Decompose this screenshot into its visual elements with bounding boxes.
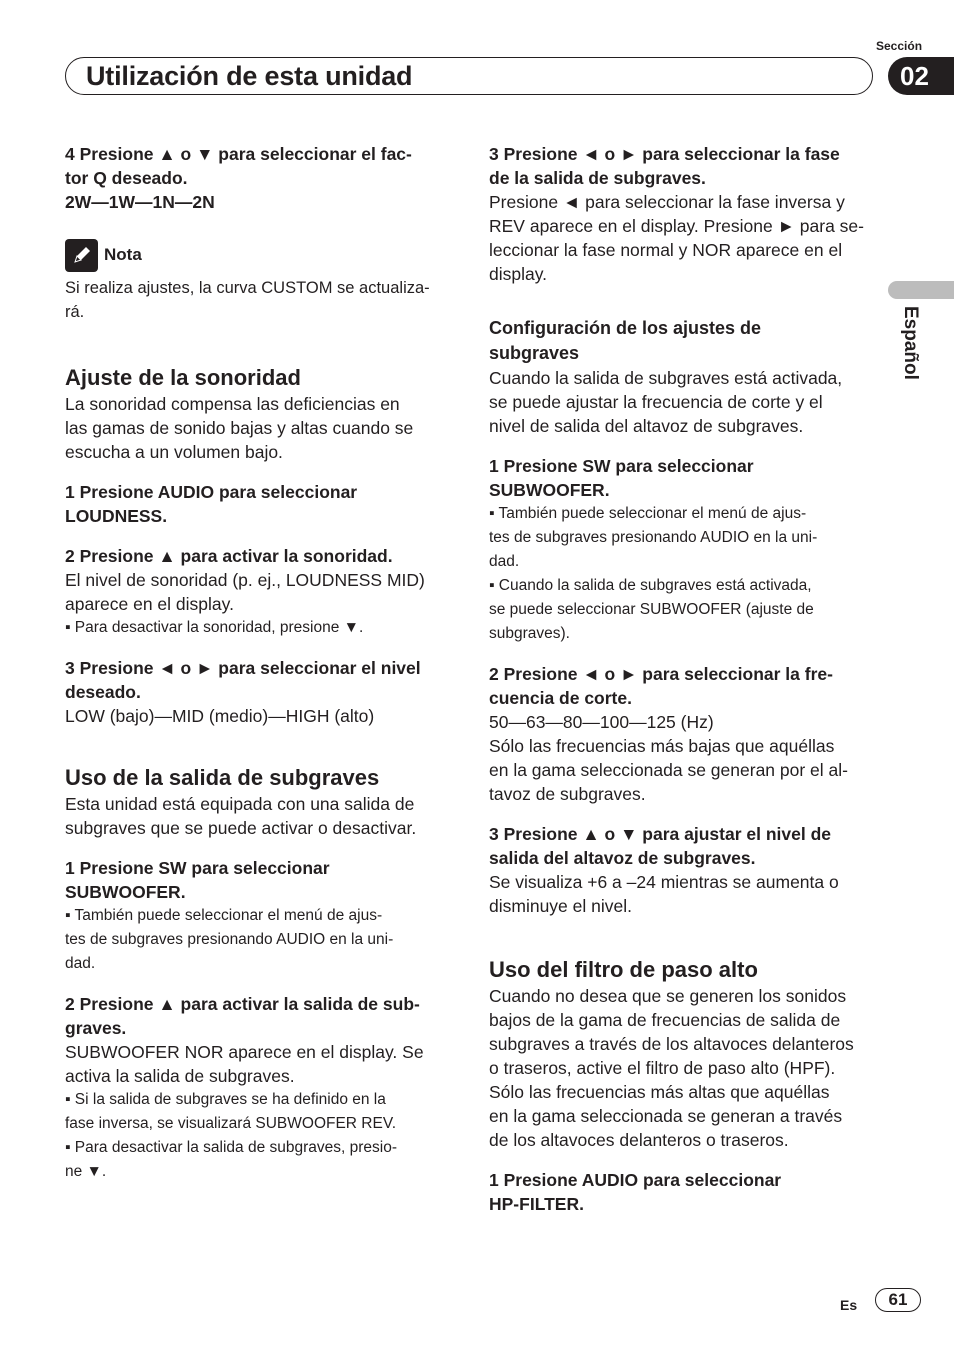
paragraph-line: activa la salida de subgraves. bbox=[65, 1066, 295, 1086]
q-factor-values: 2W—1W—1N—2N bbox=[65, 192, 215, 212]
step-title: HP-FILTER. bbox=[489, 1194, 584, 1214]
paragraph-line: SUBWOOFER NOR aparece en el display. Se bbox=[65, 1042, 424, 1062]
step-title: LOUDNESS. bbox=[65, 506, 168, 526]
paragraph-line: subgraves que se puede activar o desactivar. bbox=[65, 818, 417, 838]
paragraph-line: o traseros, active el filtro de paso alto (HPF). bbox=[489, 1058, 836, 1078]
paragraph-line: subgraves a través de los altavoces delanteros bbox=[489, 1034, 854, 1054]
paragraph-line: Presione ◄ para seleccionar la fase inversa y bbox=[489, 192, 845, 212]
right-column bbox=[489, 142, 881, 1216]
page-title: Utilización de esta unidad bbox=[86, 61, 413, 91]
language-tab bbox=[888, 281, 954, 299]
subsection-heading: Configuración de los ajustes de bbox=[489, 318, 762, 338]
bullet-item: fase inversa, se visualizará SUBWOOFER REV. bbox=[65, 1115, 397, 1132]
step-title: 1 Presione SW para seleccionar bbox=[489, 456, 754, 476]
paragraph-line: Sólo las frecuencias más bajas que aquéllas bbox=[489, 736, 835, 756]
step-title: graves. bbox=[65, 1018, 127, 1038]
loudness-levels: LOW (bajo)—MID (medio)—HIGH (alto) bbox=[65, 706, 375, 726]
paragraph-line: El nivel de sonoridad (p. ej., LOUDNESS MID) bbox=[65, 570, 425, 590]
bullet-item: ▪ También puede seleccionar el menú de ajus- bbox=[65, 907, 383, 924]
paragraph-line: se puede ajustar la frecuencia de corte y el bbox=[489, 392, 823, 412]
step-title: 3 Presione ▲ o ▼ para ajustar el nivel de bbox=[489, 824, 831, 844]
paragraph-line: las gamas de sonido bajas y altas cuando se bbox=[65, 418, 414, 438]
step-title: deseado. bbox=[65, 682, 141, 702]
step-title: 3 Presione ◄ o ► para seleccionar la fase bbox=[489, 144, 840, 164]
paragraph-line: de los altavoces delanteros o traseros. bbox=[489, 1130, 789, 1150]
note-label: Nota bbox=[104, 245, 142, 264]
step-title: de la salida de subgraves. bbox=[489, 168, 706, 188]
language-label: Español bbox=[900, 306, 921, 380]
paragraph-line: Se visualiza +6 a –24 mientras se aumenta o bbox=[489, 872, 839, 892]
paragraph-line: bajos de la gama de frecuencias de salida de bbox=[489, 1010, 841, 1030]
paragraph-line: Sólo las frecuencias más altas que aquéllas bbox=[489, 1082, 830, 1102]
step-title: SUBWOOFER. bbox=[65, 882, 186, 902]
bullet-item: tes de subgraves presionando AUDIO en la uni- bbox=[489, 529, 818, 546]
pencil-icon bbox=[65, 239, 98, 272]
step-title: 3 Presione ◄ o ► para seleccionar el nivel bbox=[65, 658, 421, 678]
paragraph-line: en la gama seleccionada se generan por el al- bbox=[489, 760, 848, 780]
step-title: 2 Presione ◄ o ► para seleccionar la fre- bbox=[489, 664, 833, 684]
footer-language-code: Es bbox=[840, 1297, 858, 1313]
step-title: 2 Presione ▲ para activar la sonoridad. bbox=[65, 546, 393, 566]
page-number: 61 bbox=[875, 1288, 921, 1312]
paragraph-line: Esta unidad está equipada con una salida de bbox=[65, 794, 415, 814]
section-heading-subwoofer: Uso de la salida de subgraves bbox=[65, 765, 380, 790]
paragraph-line: escucha a un volumen bajo. bbox=[65, 442, 283, 462]
note-text: Si realiza ajustes, la curva CUSTOM se actualiza- bbox=[65, 279, 430, 297]
bullet-item: tes de subgraves presionando AUDIO en la uni- bbox=[65, 931, 394, 948]
note-text: rá. bbox=[65, 303, 85, 321]
paragraph-line: nivel de salida del altavoz de subgraves. bbox=[489, 416, 804, 436]
paragraph-line: leccionar la fase normal y NOR aparece en el bbox=[489, 240, 843, 260]
subsection-heading: subgraves bbox=[489, 343, 580, 363]
step-title: 1 Presione SW para seleccionar bbox=[65, 858, 330, 878]
bullet-item: ne ▼. bbox=[65, 1163, 107, 1180]
bullet-item: dad. bbox=[65, 955, 96, 972]
note-header bbox=[65, 238, 457, 272]
step-title: 1 Presione AUDIO para seleccionar bbox=[489, 1170, 782, 1190]
paragraph-line: tavoz de subgraves. bbox=[489, 784, 646, 804]
bullet-item: se puede seleccionar SUBWOOFER (ajuste de bbox=[489, 601, 814, 618]
frequency-values: 50—63—80—100—125 (Hz) bbox=[489, 712, 714, 732]
bullet-item: ▪ Cuando la salida de subgraves está activada, bbox=[489, 577, 812, 594]
step-title: salida del altavoz de subgraves. bbox=[489, 848, 756, 868]
step-title: 2 Presione ▲ para activar la salida de sub- bbox=[65, 994, 420, 1014]
step-title: SUBWOOFER. bbox=[489, 480, 610, 500]
paragraph-line: Cuando la salida de subgraves está activada, bbox=[489, 368, 843, 388]
paragraph-line: disminuye el nivel. bbox=[489, 896, 632, 916]
section-label: Sección bbox=[876, 39, 923, 53]
paragraph-line: display. bbox=[489, 264, 548, 284]
step-title: cuencia de corte. bbox=[489, 688, 632, 708]
bullet-item: ▪ Para desactivar la salida de subgraves, presio- bbox=[65, 1139, 398, 1156]
step-title: 1 Presione AUDIO para seleccionar bbox=[65, 482, 358, 502]
left-column bbox=[65, 142, 457, 1184]
section-number-badge: 02 bbox=[888, 57, 954, 95]
header-bar bbox=[65, 57, 873, 95]
paragraph-line: aparece en el display. bbox=[65, 594, 234, 614]
bullet-item: ▪ Para desactivar la sonoridad, presione ▼. bbox=[65, 619, 364, 636]
paragraph-line: REV aparece en el display. Presione ► para se- bbox=[489, 216, 864, 236]
section-heading-hpf: Uso del filtro de paso alto bbox=[489, 957, 758, 982]
step-title: 4 Presione ▲ o ▼ para seleccionar el fac- bbox=[65, 144, 412, 164]
step-title: tor Q deseado. bbox=[65, 168, 188, 188]
section-heading-loudness: Ajuste de la sonoridad bbox=[65, 365, 301, 390]
bullet-item: ▪ Si la salida de subgraves se ha definido en la bbox=[65, 1091, 386, 1108]
paragraph-line: La sonoridad compensa las deficiencias en bbox=[65, 394, 400, 414]
bullet-item: dad. bbox=[489, 553, 520, 570]
bullet-item: subgraves). bbox=[489, 625, 570, 642]
bullet-item: ▪ También puede seleccionar el menú de ajus- bbox=[489, 505, 807, 522]
paragraph-line: Cuando no desea que se generen los sonidos bbox=[489, 986, 847, 1006]
paragraph-line: en la gama seleccionada se generan a través bbox=[489, 1106, 843, 1126]
